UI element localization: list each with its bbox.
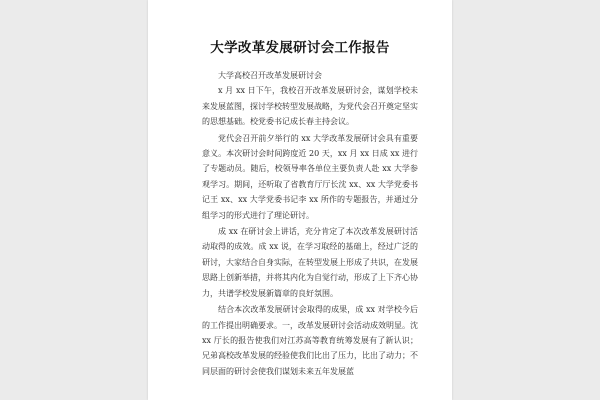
paragraph-4: 结合本次改革发展研讨会取得的成果，成 xx 对学校今后的工作提出明确要求。一，改革发展研讨会活动成效明显。沈 xx 厅长的报告使我们对江苏高等教育统筹发展有了新认识；兄弟高校改革发展的经验使我们比出了压力，比出了动力；不同层面的研讨会使我们谋划未来五年发展蓝 bbox=[202, 305, 418, 376]
document-subtitle: 大学高校召开改革发展研讨会 bbox=[218, 71, 322, 80]
document-body bbox=[202, 68, 418, 380]
document-page bbox=[148, 0, 452, 400]
document-title: 大学改革发展研讨会工作报告 bbox=[210, 40, 390, 56]
paragraph-1: x 月 xx 日下午，我校召开改革发展研讨会，谋划学校未来发展蓝图，探讨学校转型发展战略，为党代会召开奠定坚实的思想基础。校党委书记成长春主持会议。 bbox=[202, 86, 418, 127]
paragraph-3: 成 xx 在研讨会上讲话，充分肯定了本次改革发展研讨活动取得的成效。成 xx 说，在学习取经的基础上，经过广泛的研讨，大家结合自身实际，在转型发展上形成了共识，在发展思路上创新举措，并将其内化为自觉行动，形成了上下齐心协力，共谱学校发展新篇章的良好氛围。 bbox=[202, 227, 418, 298]
paragraph-2: 党代会召开前夕举行的 xx 大学改革发展研讨会具有重要意义。本次研讨会时间跨度近 20 天，xx 月 xx 日成 xx 进行了专题动员。随后，校领导率各单位主要负责人赴 xx 大学参观学习。期间，还听取了省教育厅厅长沈 xx、xx 大学党委书记王 xx、xx 大学党委书记李 xx 所作的专题报告，并通过分组学习的形式进行了理论研讨。 bbox=[202, 133, 418, 220]
